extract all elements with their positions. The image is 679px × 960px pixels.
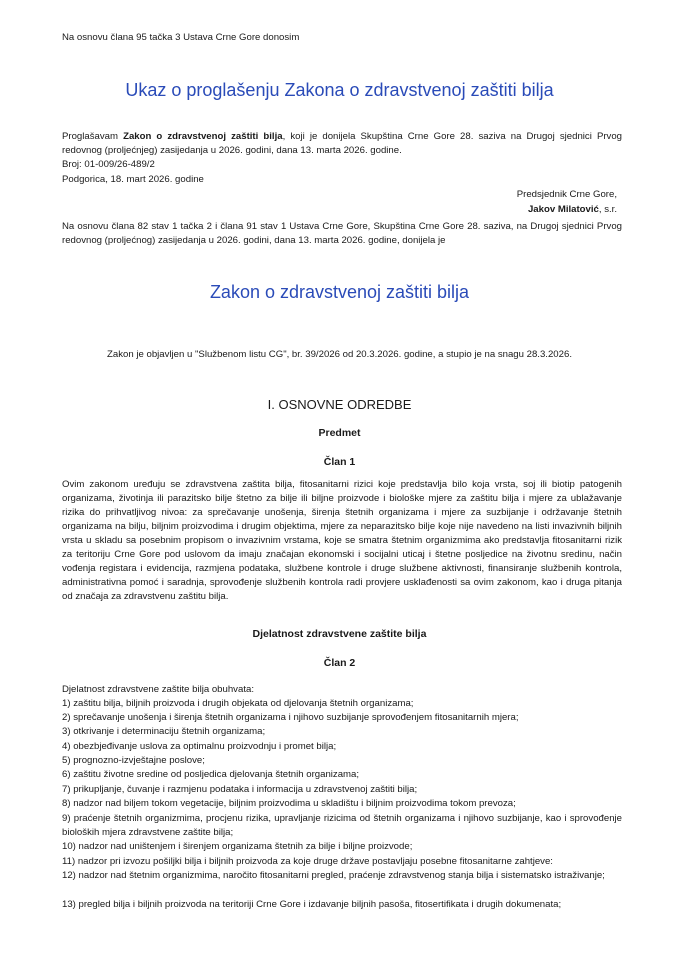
proclamation-law-name: Zakon o zdravstvenoj zaštiti bilja — [123, 131, 283, 142]
list-item: 7) prikupljanje, čuvanje i razmjenu podataka i informacija u zdravstvenoj zaštiti bilja; — [62, 784, 418, 795]
ukaz-title: Ukaz o proglašenju Zakona o zdravstvenoj zaštiti bilja — [125, 80, 554, 100]
list-item: 5) prognozno-izvještajne poslove; — [62, 755, 205, 766]
proclamation-lead: Proglašavam — [62, 131, 124, 142]
law-title: Zakon o zdravstvenoj zaštiti bilja — [209, 282, 470, 302]
signature-suffix: , s.r. — [598, 204, 617, 215]
signature-role: Predsjednik Crne Gore, — [516, 189, 617, 200]
chapter-heading: I. OSNOVNE ODREDBE — [267, 397, 412, 412]
document-number: Broj: 01-009/26-489/2 — [62, 159, 155, 170]
signature-name: Jakov Milatović — [527, 204, 599, 215]
section-heading-djelatnost: Djelatnost zdravstvene zaštite bilja — [252, 628, 427, 640]
article-2-intro: Djelatnost zdravstvene zaštite bilja obuhvata: — [62, 684, 254, 695]
publication-note: Zakon je objavljen u "Službenom listu CG", br. 39/2026 od 20.3.2026. godine, a stupio je na snagu 28.3.2026. — [107, 349, 572, 360]
list-item: 12) nadzor nad štetnim organizmima, naročito fitosanitarni pregled, praćenje zdravstvenog stanja bilja i sistematsko istraživanje; — [62, 870, 605, 881]
proclamation — [62, 130, 622, 158]
list-item: 3) otkrivanje i determinaciju štetnih organizama; — [62, 726, 266, 737]
adoption-paragraph: Na osnovu člana 82 stav 1 tačka 2 i člana 91 stav 1 Ustava Crne Gore, Skupština Crne Gore 28. saziva, na Drugoj sjednici Prvog redovnog (proljećnog) zasijedanja u 2026. godini, dana 13. marta 2026. godine, donijela je — [62, 221, 622, 246]
list-item: 2) sprečavanje unošenja i širenja štetnih organizama i njihovo suzbijanje sprovođenjem fitosanitarnih mjera; — [62, 712, 519, 723]
list-item: 6) zaštitu životne sredine od posljedica djelovanja štetnih organizama; — [62, 769, 360, 780]
list-item: 4) obezbjeđivanje uslova za optimalnu proizvodnju i promet bilja; — [62, 741, 337, 752]
list-item: 8) nadzor nad biljem tokom vegetacije, biljnim proizvodima u skladištu i biljnim proizvodima tokom prevoza; — [62, 798, 516, 809]
article-1-heading: Član 1 — [323, 456, 356, 468]
list-item: 1) zaštitu bilja, biljnih proizvoda i drugih objekata od djelovanja štetnih organizama; — [62, 698, 414, 709]
list-item: 10) nadzor nad uništenjem i širenjem organizama štetnih za bilje i biljne proizvode; — [62, 841, 413, 852]
proclamation-rest: , koji je donijela Skupština Crne Gore 28. saziva na Drugoj sjednici Prvog redovnog (proljećnjeg) zasijedanja u 2026. godini, dana 13. marta 2026. godine. — [62, 131, 622, 156]
preamble: Na osnovu člana 95 tačka 3 Ustava Crne Gore donosim — [62, 32, 300, 43]
list-item: 13) pregled bilja i biljnih proizvoda na teritoriji Crne Gore i izdavanje biljnih pasoša, fitosertifikata i drugih dokumenata; — [62, 899, 562, 910]
signature — [528, 203, 617, 217]
article-2-heading: Član 2 — [323, 657, 356, 669]
place-date: Podgorica, 18. mart 2026. godine — [62, 174, 204, 185]
list-item: 9) praćenje štetnih organizmima, procjenu rizika, upravljanje rizicima od štetnih organizama i njihovo suzbijanje, kao i sprovođenje bioloških mjera zdravstvene zaštite bilja; — [62, 813, 622, 838]
list-item: 11) nadzor pri izvozu pošiljki bilja i biljnih proizvoda za koje druge države postavljaju posebne fitosanitarne zahtjeve: — [62, 856, 553, 867]
section-heading-predmet: Predmet — [318, 427, 361, 439]
article-1-text: Ovim zakonom uređuju se zdravstvena zaštita bilja, fitosanitarni rizici koje predstavlja bilo koja vrsta, soj ili biotip patogenih organizama, životinja ili parazitsko bilje štetno za bilje ili biljne proizvode i biološke mjere za zaštitu bilja i mjere za ublažavanje rizika do prihvatljivog nivoa: za sprečavanje unošenja, širenja štetnih organizama i mjere za suzbijanje i održavanje štetnih organizama na bilju, biljnim proizvodima i drugim objektima, mjere za neparazitsko bilje koje nije navedeno na listi invazivnih biljnih vrsta u skladu sa posebnim propisom o invazivnim vrstama, koje se smatra štetnim organizmima ako predstavlja fitosanitarni rizik za teritoriju Crne Gore pod uslovom da imaju značajan ekonomski i socijalni uticaj i štetne posljedice na životnu sredinu, način vođenja registara i evidencija, razmjena podataka, službene kontrole i druge službene aktivnosti, finansiranje službenih kontrola, administrativna pomoć i saradnja, sprovođenje službenih kontrola radi provjere usklađenosti sa ovim zakonom, kao i druga pitanja od značaja za zdravstvenu zaštitu bilja. — [62, 479, 622, 602]
